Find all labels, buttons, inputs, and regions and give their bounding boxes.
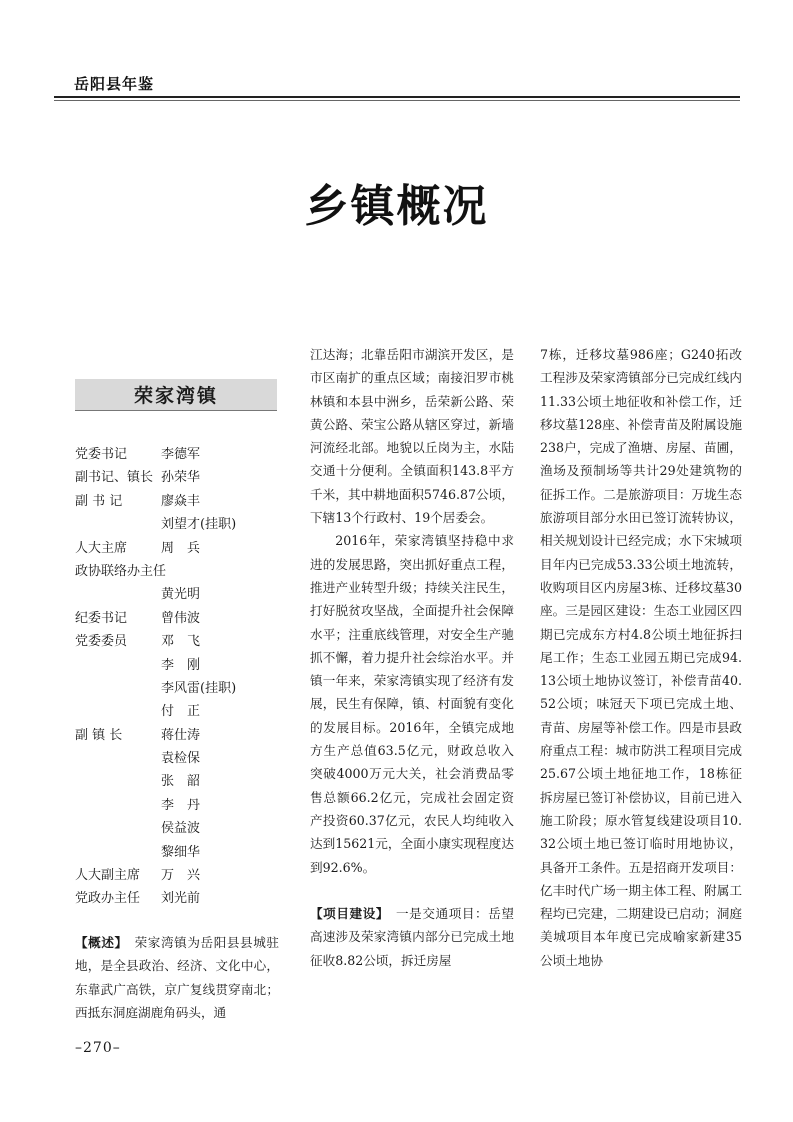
roster-role: 人大副主席	[75, 868, 141, 884]
overview-paragraph-2: 2016年，荣家湾镇坚持稳中求进的发展思路，突出抓好重点工程，推进产业转型升级；持续关注民生，打好脱贫攻坚战，全面提升社会保障水平；注重底线管理，对安全生产驰抓不懈，着力提升社会综治水平。并镇一年来，荣家湾镇实现了经济有发展，民生有保障，镇、村面貌有变化的发展目标。2016年，全镇完成地方生产总值63.5亿元，财政总收入突破4000万元大关，社会消费品零售总额66.2亿元，完成社会固定资产投资60.37亿元，农民人均纯收入达到15621元，全面小康实现程度达到92.6%。	[310, 533, 514, 875]
roster-name: 周 兵	[161, 540, 201, 556]
roster-name: 蒋仕涛	[161, 727, 201, 743]
column-left	[75, 931, 279, 1024]
roster-name: 万 兴	[161, 868, 201, 884]
roster-name: 刘光前	[161, 891, 201, 907]
town-name-box	[75, 379, 277, 411]
section-title: 乡镇概况	[304, 181, 489, 232]
roster-role: 党委委员	[75, 634, 128, 650]
roster-row	[75, 747, 285, 770]
roster-name: 侯益波	[161, 821, 201, 837]
roster-role: 副 书 记	[75, 493, 123, 509]
page-number: –270–	[75, 1040, 121, 1056]
roster-name: 李 刚	[161, 657, 201, 673]
roster-row	[75, 513, 285, 536]
overview-continued: 江达海；北靠岳阳市湖滨开发区，是市区南扩的重点区域；南接汨罗市桃林镇和本县中洲乡，岳荣新公路、荣黄公路、荣宝公路从辖区穿过，新墙河流经北部。地貌以丘岗为主，水陆交通十分便利。全镇面积143.8平方千米，其中耕地面积5746.87公顷，下辖13个行政村、19个居委会。	[310, 347, 514, 526]
roster-row	[75, 677, 285, 700]
roster-role: 党政办主任	[75, 891, 141, 907]
roster-name: 刘望才(挂职)	[161, 517, 237, 533]
roster-name: 黎细华	[161, 844, 201, 860]
roster-row	[75, 583, 285, 606]
overview-text-start: 荣家湾镇为岳阳县县城驻地，是全县政治、经济、文化中心，东靠武广高铁，京广复线贯穿南北；西抵东洞庭湖鹿角码头，通	[75, 935, 280, 1020]
roster-name: 李风雷(挂职)	[161, 680, 237, 696]
roster-name: 邓 飞	[161, 634, 201, 650]
header-rule-thin	[54, 100, 740, 101]
officials-roster	[75, 443, 285, 911]
roster-role: 人大主席	[75, 540, 128, 556]
roster-role: 纪委书记	[75, 610, 128, 626]
roster-name: 李德军	[161, 447, 201, 462]
roster-row	[75, 654, 285, 677]
roster-row	[75, 887, 285, 910]
roster-role: 党委书记	[75, 447, 128, 462]
roster-name: 廖焱丰	[161, 493, 201, 509]
roster-row	[75, 770, 285, 793]
roster-row	[75, 490, 285, 513]
roster-row	[75, 607, 285, 630]
roster-row	[75, 841, 285, 864]
column-right	[540, 343, 742, 972]
roster-row	[75, 443, 285, 466]
roster-role: 副 镇 长	[75, 727, 123, 743]
roster-role: 副书记、镇长	[75, 470, 154, 486]
roster-row	[75, 560, 285, 583]
roster-row	[75, 724, 285, 747]
roster-row	[75, 864, 285, 887]
header-rule	[54, 96, 740, 98]
running-head: 岳阳县年鉴	[74, 75, 155, 93]
roster-row	[75, 537, 285, 560]
overview-tag: 【概述】	[75, 935, 122, 950]
overview-paragraph	[75, 931, 279, 1024]
column-middle	[310, 343, 514, 972]
projects-continued: 7栋，迁移坟墓986座；G240拓改工程涉及荣家湾镇部分已完成红线内11.33公顷土地征收和补偿工作，迁移坟墓128座、补偿青苗及附属设施238户，完成了渔塘、房屋、苗圃，渔场及预制场等共计29处建筑物的征拆工作。二是旅游项目：万垅生态旅游项目部分水田已签订流转协议，相关规划设计已经完成；水下宋城项目年内已完成53.33公顷土地流转，收购项目区内房屋3栋、迁移坟墓30座。三是园区建设：生态工业园区四期已完成东方村4.8公顷土地征拆扫尾工作；生态工业园五期已完成94.13公顷土地协议签订，补偿青苗40.52公顷；味冠天下项已完成土地、青苗、房屋等补偿工作。四是市县政府重点工程：城市防洪工程项目完成25.67公顷土地征地工作，18栋征拆房屋已签订补偿协议，目前已进入施工阶段；原水管复线建设项目10.32公顷土地已签订临时用地协议，具备开工条件。五是招商开发项目：亿丰时代广场一期主体工程、附属工程均已完建，二期建设已启动；洞庭美城项目本年度已完成喻家新建35公顷土地协	[540, 347, 742, 968]
roster-name: 孙荣华	[161, 470, 201, 486]
projects-paragraph	[310, 902, 514, 972]
roster-name: 袁检保	[161, 751, 201, 767]
roster-row	[75, 794, 285, 817]
roster-name: 黄光明	[161, 587, 201, 603]
roster-row	[75, 466, 285, 489]
roster-name: 张 韶	[161, 774, 201, 790]
roster-row	[75, 817, 285, 840]
roster-name: 曾伟波	[161, 610, 201, 626]
projects-tag: 【项目建设】	[310, 906, 383, 922]
roster-name: 付 正	[161, 704, 201, 720]
roster-row	[75, 700, 285, 723]
town-name: 荣家湾镇	[133, 385, 218, 407]
roster-name: 李 丹	[161, 797, 201, 813]
roster-role: 政协联络办主任	[75, 563, 167, 579]
roster-row	[75, 630, 285, 653]
projects-text-start: 一是交通项目：岳望高速涉及荣家湾镇内部分已完成土地征收8.82公顷，拆迁房屋	[310, 906, 515, 968]
